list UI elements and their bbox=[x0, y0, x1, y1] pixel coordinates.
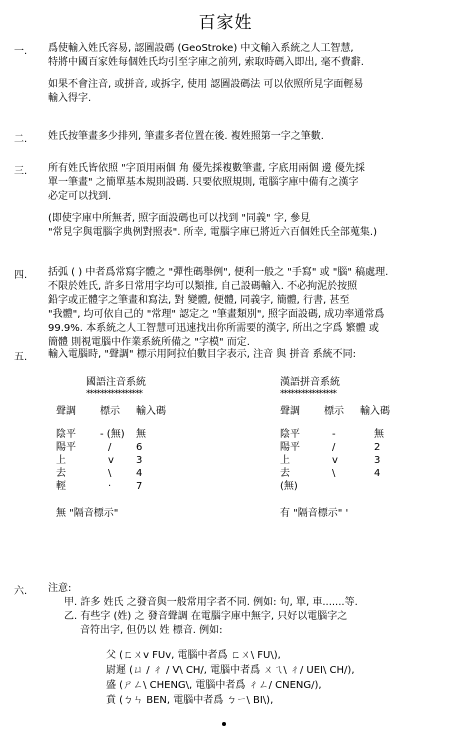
header-cell: 標示 bbox=[100, 406, 120, 417]
text-line: 括弧 ( ) 中者爲常寫字體之 "彈性碼舉例", 便利一般之 "手寫" 或 "腦" 稿處理. bbox=[48, 267, 389, 278]
section-number: 五. bbox=[14, 352, 28, 363]
cell: \ bbox=[108, 468, 112, 479]
section-1 bbox=[14, 42, 438, 106]
text-line: 輸入電腦時, "聲調" 標示用阿拉伯數目字表示, 注音 與 拼音 系統不同: bbox=[48, 349, 356, 360]
text-line: "常見字與電腦字典例對照表". 所幸, 電腦字庫已將近六百個姓氏全部蒐集.) bbox=[48, 227, 377, 238]
cell: 3 bbox=[374, 455, 381, 466]
notes-label: 注意: bbox=[48, 583, 72, 594]
note-line: 甲. 許多 姓氏 之發音與一般常用字者不同. 例如: 句, 單, 車.......等. bbox=[64, 597, 358, 608]
example-line: 盛 (ㄕㄥ\ CHENG\, 電腦中者爲 ㄔㄥ/ CNENG/), bbox=[106, 680, 322, 691]
header-cell: 聲調 bbox=[56, 406, 76, 417]
table-footer: 無 "隔音標示" bbox=[56, 508, 119, 519]
page-title: 百家姓 bbox=[198, 13, 253, 33]
cell: / bbox=[108, 442, 112, 453]
text-line: 不限於姓氏, 許多日常用字均可以類推, 自己設碼輸入. 不必拘泥於按照 bbox=[48, 281, 358, 292]
text-line: 簡體 則視電腦中作業系統所備之 "字模" 而定. bbox=[48, 337, 250, 348]
cell: / bbox=[332, 442, 336, 453]
cell: v bbox=[108, 455, 114, 466]
text-line: 99.9%. 本系統之人工智慧可迅速找出你所需要的漢字, 所出之字爲 繁體 或 bbox=[48, 323, 379, 334]
header-cell: 輸入碼 bbox=[360, 406, 390, 417]
text-line: (即使字庫中所無者, 照字面設碼也可以找到 "同義" 字, 參見 bbox=[48, 213, 311, 224]
table-header bbox=[56, 405, 180, 418]
cell: 陰平 bbox=[56, 429, 76, 440]
table-row bbox=[280, 441, 404, 454]
cell: 陽平 bbox=[280, 442, 300, 453]
zhuyin-table bbox=[56, 376, 180, 520]
stars-divider: **************** bbox=[280, 389, 336, 399]
table-header bbox=[280, 405, 404, 418]
table-row bbox=[56, 480, 180, 493]
cell: \ bbox=[332, 468, 336, 479]
header-cell: 聲調 bbox=[280, 406, 300, 417]
section-number: 三. bbox=[14, 166, 28, 177]
cell: 2 bbox=[374, 442, 381, 453]
cell: 上 bbox=[56, 455, 66, 466]
cell bbox=[324, 480, 360, 493]
cell: (無) bbox=[280, 481, 298, 492]
table-footer: 有 "隔音標示" ' bbox=[280, 508, 349, 519]
example-line: 賁 (ㄅㄣ BEN, 電腦中者爲 ㄅㄧ\ BI\), bbox=[106, 695, 274, 706]
text-line: 如果不會注音, 或拼音, 或拆字, 使用 認圖設碼法 可以依照所見字面輕易 bbox=[48, 79, 364, 90]
section-2 bbox=[14, 130, 438, 144]
section-5 bbox=[14, 348, 438, 362]
text-line: 姓氏按筆畫多少排列, 筆畫多者位置在後. 複姓照第一字之筆數. bbox=[48, 131, 324, 142]
section-number: 一. bbox=[14, 46, 28, 57]
cell: 6 bbox=[136, 442, 143, 453]
table-title: 國語注音系統 bbox=[86, 377, 146, 388]
text-line: 鉛字或正體字之筆畫和寫法, 對 變體, 便體, 同義字, 簡體, 行書, 甚至 bbox=[48, 295, 350, 306]
table-row bbox=[56, 428, 180, 441]
cell bbox=[360, 480, 404, 493]
table-row bbox=[280, 480, 404, 493]
text-line: 必定可以找到. bbox=[48, 191, 112, 202]
header-cell: 輸入碼 bbox=[136, 406, 166, 417]
note-line: 乙. 有些字 (姓) 之 發音聲調 在電腦字庫中無字, 只好以電腦字之 bbox=[64, 611, 348, 622]
page-dot bbox=[222, 722, 226, 726]
table-row bbox=[280, 467, 404, 480]
text-line: 爲使輸入姓氏容易, 認圖設碼 (GeoStroke) 中文輸入系統之人工智慧, bbox=[48, 43, 354, 54]
section-number: 四. bbox=[14, 270, 28, 281]
section-number: 六. bbox=[14, 586, 28, 597]
cell: 去 bbox=[56, 468, 66, 479]
note-line: 音符出字, 但仍以 姓 標音. 例如: bbox=[80, 625, 223, 636]
example-line: 父 (ㄈㄨv FUv, 電腦中者爲 ㄈㄨ\ FU\), bbox=[106, 650, 281, 661]
cell: 輕 bbox=[56, 481, 66, 492]
text-line: 單一筆畫" 之簡單基本規則設碼. 只要依照規則, 電腦字庫中備有之漢字 bbox=[48, 177, 359, 188]
table-row bbox=[280, 454, 404, 467]
cell: · bbox=[108, 481, 112, 492]
cell: 3 bbox=[136, 455, 143, 466]
cell: 7 bbox=[136, 481, 143, 492]
cell: 無 bbox=[136, 429, 146, 440]
text-line: 特將中國百家姓每個姓氏均引至字庫之前列, 索取時碼入即出, 毫不費辭. bbox=[48, 57, 364, 68]
text-line: 所有姓氏皆依照 "字頂用兩個 角 優先採複數筆畫, 字底用兩個 邊 優先採 bbox=[48, 163, 365, 174]
text-line: "我體", 均可依自己的 "常理" 認定之 "筆畫類別", 照字面設碼, 成功率通常爲 bbox=[48, 309, 385, 320]
table-row bbox=[56, 454, 180, 467]
cell: 陰平 bbox=[280, 429, 300, 440]
cell: - (無) bbox=[100, 429, 125, 440]
example-line: 尉遲 (ㄩ / ㄔ / V\ CH/, 電腦中者爲 ㄨㄟ\ ㄔ/ UEI\ CH/), bbox=[106, 665, 355, 676]
table-row bbox=[280, 428, 404, 441]
header-cell: 標示 bbox=[324, 406, 344, 417]
section-number: 二. bbox=[14, 134, 28, 145]
stars-divider: **************** bbox=[86, 389, 142, 399]
table-row bbox=[56, 467, 180, 480]
cell: 陽平 bbox=[56, 442, 76, 453]
cell: 4 bbox=[136, 468, 143, 479]
section-3 bbox=[14, 162, 438, 240]
cell: - bbox=[332, 429, 336, 440]
pinyin-table bbox=[280, 376, 404, 520]
text-line: 輸入得字. bbox=[48, 93, 92, 104]
section-6 bbox=[14, 582, 438, 708]
cell: 上 bbox=[280, 455, 290, 466]
cell: 無 bbox=[374, 429, 384, 440]
section-4 bbox=[14, 266, 438, 350]
table-title: 漢語拼音系統 bbox=[280, 377, 340, 388]
cell: 去 bbox=[280, 468, 290, 479]
table-row bbox=[56, 441, 180, 454]
cell: 4 bbox=[374, 468, 381, 479]
cell: v bbox=[332, 455, 338, 466]
